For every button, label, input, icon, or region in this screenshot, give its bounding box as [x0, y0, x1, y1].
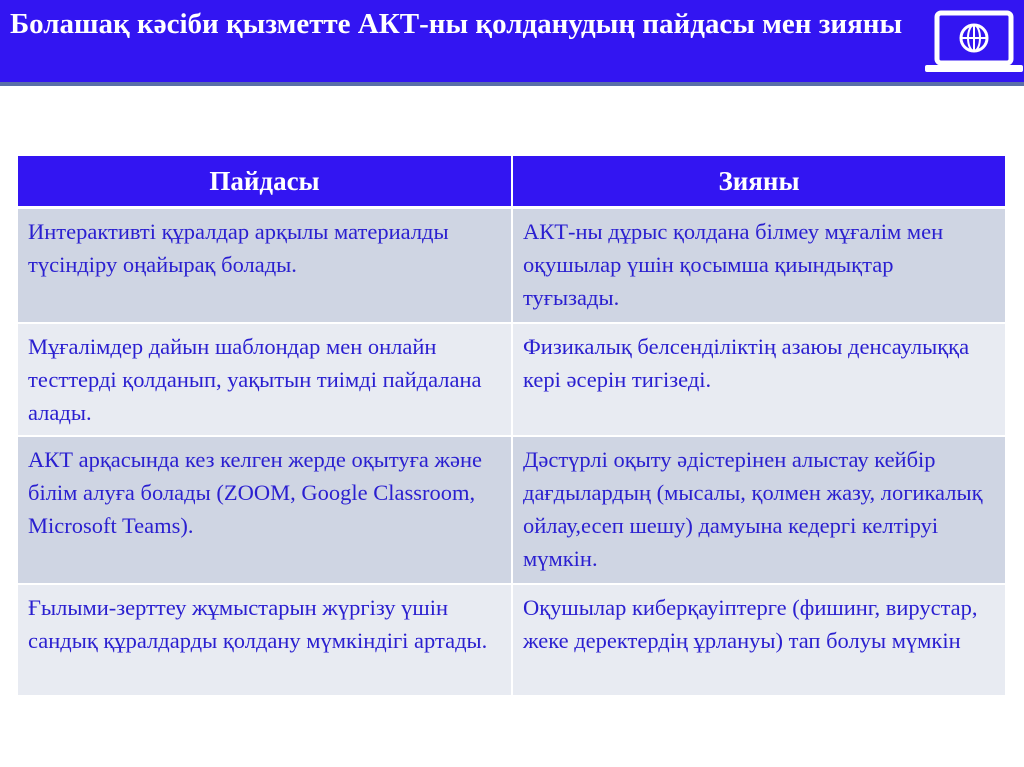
- cons-cell: Дәстүрлі оқыту әдістерінен алыстау кейбір дағдылардың (мысалы, қолмен жазу, логикалық ойлау,есеп шешу) дамуына кедергі келтіруі мүмкін.: [512, 436, 1006, 584]
- title-bar: [0, 0, 1024, 86]
- cons-cell: АКТ-ны дұрыс қолдана білмеу мұғалім мен оқушылар үшін қосымша қиындықтар туғызады.: [512, 208, 1006, 323]
- table-row: [18, 323, 1006, 436]
- pros-cons-table: [18, 156, 1007, 697]
- table-row: [18, 436, 1006, 584]
- table-header-row: [18, 156, 1006, 208]
- cons-cell: Оқушылар киберқауіптерге (фишинг, вирустар, жеке деректердің ұрлануы) тап болуы мүмкін: [512, 584, 1006, 696]
- pros-cell: Мұғалімдер дайын шаблондар мен онлайн тесттерді қолданып, уақытын тиімді пайдалана алады.: [18, 323, 512, 436]
- column-header-pros: Пайдасы: [18, 156, 512, 208]
- column-header-cons: Зияны: [512, 156, 1006, 208]
- cons-cell: Физикалық белсенділіктің азаюы денсаулыққа кері әсерін тигізеді.: [512, 323, 1006, 436]
- table-row: [18, 208, 1006, 323]
- laptop-globe-icon: [924, 10, 1024, 74]
- pros-cell: АКТ арқасында кез келген жерде оқытуға және білім алуға болады (ZOOM, Google Classroom, Microsoft Teams).: [18, 436, 512, 584]
- table-row: [18, 584, 1006, 696]
- slide-title: Болашақ кәсіби қызметте АКТ-ны қолданудың пайдасы мен зияны: [10, 8, 903, 40]
- pros-cell: Интерактивті құралдар арқылы материалды түсіндіру оңайырақ болады.: [18, 208, 512, 323]
- pros-cell: Ғылыми-зерттеу жұмыстарын жүргізу үшін сандық құралдарды қолдану мүмкіндігі артады.: [18, 584, 512, 696]
